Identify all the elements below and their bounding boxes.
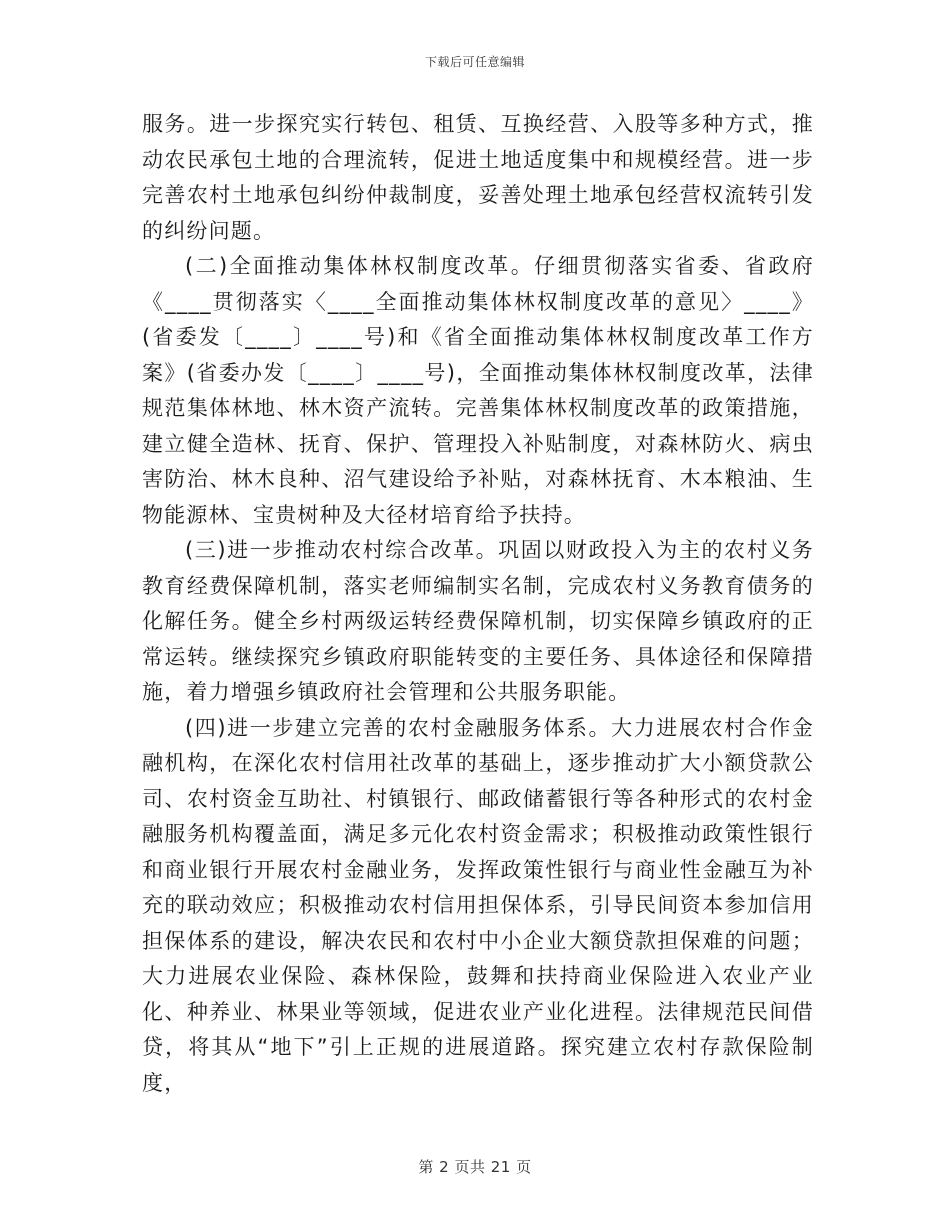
document-body xyxy=(142,107,814,1101)
paragraph-rural-reform: (三)进一步推动农村综合改革。巩固以财政投入为主的农村义务教育经费保障机制，落实老师编制实名制，完成农村义务教育债务的化解任务。健全乡村两级运转经费保障机制，切实保障乡镇政府的正常运转。继续探究乡镇政府职能转变的主要任务、具体途径和保障措施，着力增强乡镇政府社会管理和公共服务职能。 xyxy=(142,538,814,704)
paragraph-rural-finance: (四)进一步建立完善的农村金融服务体系。大力进展农村合作金融机构，在深化农村信用社改革的基础上，逐步推动扩大小额贷款公司、农村资金互助社、村镇银行、邮政储蓄银行等各种形式的农村金融服务机构覆盖面，满足多元化农村资金需求；积极推动政策性银行和商业银行开展农村金融业务，发挥政策性银行与商业性金融互为补充的联动效应；积极推动农村信用担保体系，引导民间资本参加信用担保体系的建设，解决农民和农村中小企业大额贷款担保难的问题；大力进展农业保险、森林保险，鼓舞和扶持商业保险进入农业产业化、种养业、林果业等领域，促进农业产业化进程。法律规范民间借贷，将其从“地下”引上正规的进展道路。探究建立农村存款保险制度， xyxy=(142,715,814,1095)
paragraph-forestry-reform: (二)全面推动集体林权制度改革。仔细贯彻落实省委、省政府《____贯彻落实〈____全面推动集体林权制度改革的意见〉____》(省委发〔____〕____号)和《省全面推动集体林权制度改革工作方案》(省委办发〔____〕____号)，全面推动集体林权制度改革，法律规范集体林地、林木资产流转。完善集体林权制度改革的政策措施，建立健全造林、抚育、保护、管理投入补贴制度，对森林防火、病虫害防治、林木良种、沼气建设给予补贴，对森林抚育、木本粮油、生物能源林、宝贵树种及大径材培育给予扶持。 xyxy=(142,254,814,527)
page-footer: 第 2 页共 21 页 xyxy=(418,1158,532,1176)
page-header: 下载后可任意编辑 xyxy=(424,55,525,69)
paragraph-continuation: 服务。进一步探究实行转包、租赁、互换经营、入股等多种方式，推动农民承包土地的合理流转，促进土地适度集中和规模经营。进一步完善农村土地承包纠纷仲裁制度，妥善处理土地承包经营权流转引发的纠纷问题。 xyxy=(142,112,814,243)
